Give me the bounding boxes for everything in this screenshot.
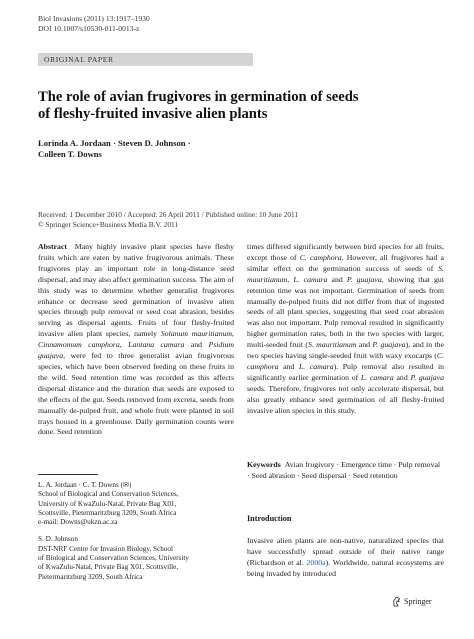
spacer	[38, 527, 234, 535]
abstract-text: . However, all frugivores had a similar effect on the germination success of seeds of	[247, 252, 444, 273]
authors-line-2: Colleen T. Downs	[38, 149, 102, 159]
email-line[interactable]: e-mail: Downs@ukzn.ac.za	[38, 518, 118, 527]
affiliation-line: University of KwaZulu-Natal, Private Bag X01,	[38, 499, 177, 508]
abstract-right-column	[247, 242, 444, 417]
affiliation-line: L. A. Jordaan · C. T. Downs (✉)	[38, 481, 132, 489]
affiliation-line: of Biological and Conservation Sciences, University	[38, 554, 189, 563]
species-name: C. camphora	[299, 252, 342, 262]
authors-line-1: Lorinda A. Jordaan · Steven D. Johnson ·	[38, 138, 191, 148]
keywords-text: Avian frugivory · Emergence time · Pulp removal · Seed abrasion · Seed dispersal · Seed retention	[247, 460, 441, 480]
text-separator: ,	[232, 329, 234, 339]
journal-citation: Biol Invasions (2011) 13:1917–1930	[38, 14, 150, 23]
abstract-label: Abstract	[38, 242, 68, 251]
intro-text: Invasive alien plants are non-native, naturalized species that have successfully spread outside of their native range (Richardson et al.	[247, 536, 444, 567]
abstract-text: Many highly invasive plant species have fleshy fruits which are eaten by native frugivorous animals. These frugivores play an important role in long-distance seed dispersal, and may also affect germination success. The aim of this study was to determine whether generalist frugivores enhance or decrease seed germination of invasive alien species through pulp removal or seed coat abrasion, besides serving as dispersal agents. Fruits of four fleshy-fruited invasive alien plant species, namely	[38, 242, 234, 339]
intro-text: ). Worldwide, natural ecosystems are being invaded by introduced	[247, 557, 444, 578]
affiliation-line: School of Biological and Conservation Sciences,	[38, 490, 179, 499]
species-name: Lantana camara	[128, 340, 185, 350]
keywords	[247, 460, 444, 482]
species-name: Psidium guajava	[38, 340, 235, 361]
abstract-text: ). Pulp removal also resulted in significantly earlier germination of	[247, 361, 445, 382]
author-list	[38, 138, 338, 160]
introduction-heading: Introduction	[247, 514, 292, 523]
copyright-line: © Springer Science+Business Media B.V. 2011	[38, 220, 179, 229]
species-name: P. guajava	[410, 372, 444, 382]
species-name: S. mauritianum	[247, 263, 444, 284]
springer-knight-icon	[392, 596, 401, 607]
affiliation-line: DST-NRF Centre for Invasion Biology, School	[38, 544, 174, 553]
abstract-text: ), and in the two species having single-seeded fruit with waxy exocarps (	[247, 340, 444, 361]
citation-link[interactable]: 2000a	[306, 557, 326, 567]
species-name: C. camphora	[247, 351, 444, 371]
affiliation-line: of KwaZulu-Natal, Private Bag X01, Scottsville,	[38, 563, 179, 572]
doi-line: DOI 10.1007/s10530-011-0013-z	[38, 24, 140, 33]
abstract-text: , showing that gut retention time was not important. Germination of seeds from manually de-pulped fruits did not differ from that of ingested seeds of all plant species, suggesting that seed coat abrasion was also not important. Pulp removal resulted in significantly higher germination rates, both in the two species with larger, multi-seeded fruit (	[247, 274, 444, 350]
footnote-rule	[38, 474, 98, 475]
text-separator: ,	[119, 340, 129, 350]
paper-title	[38, 89, 438, 123]
affiliations	[38, 481, 234, 582]
text-separator: and	[393, 372, 411, 382]
species-name: L. camara	[360, 372, 394, 382]
section-label: ORIGINAL PAPER	[38, 53, 253, 66]
abstract-text: , were fed to three generalist avian frugivorous species, which have been observed feeding on these fruits in the wild. Seed retention time was recorded as this affects dispersal distance and the duration that seeds are exposed to the effects of the gut. Seeds removed from excreta, seeds from manually de-pulped fruit, and whole fruit were planted in soil trays housed in a greenhouse. Daily germination counts were done. Seed retention	[38, 351, 234, 437]
species-name: L. camara	[298, 361, 334, 371]
species-name: Cinnamomum camphora	[38, 340, 120, 350]
species-name: P. guajava	[346, 274, 382, 284]
species-name: Solanum mauritianum	[160, 329, 233, 339]
text-separator: and	[184, 340, 209, 350]
journal-header	[38, 14, 150, 34]
text-separator: ,	[287, 274, 294, 284]
abstract-left-column	[38, 242, 234, 438]
affiliation-line: Scottsville, Pietermaritzburg 3209, South Africa	[38, 508, 177, 517]
abstract-text: times differed significantly between bird species for all fruits, except those of	[247, 242, 444, 262]
publisher-logo	[392, 596, 432, 607]
text-separator: and	[278, 361, 299, 371]
abstract-text: seeds. Therefore, frugivores not only accelerate dispersal, but also greatly enhance seed germination of all fleshy-fruited invasive alien species in this study.	[247, 383, 444, 415]
title-line-2: of fleshy-fruited invasive alien plants	[38, 106, 268, 122]
keywords-label: Keywords	[247, 460, 281, 469]
affiliation-line: Pietermaritzburg 3209, South Africa	[38, 572, 143, 581]
introduction-text	[247, 536, 444, 580]
dates-line: Received: 1 December 2010 / Accepted: 26 April 2011 / Published online: 10 June 2011	[38, 210, 299, 219]
affiliation-line: S. D. Johnson	[38, 535, 78, 544]
text-separator: and	[327, 274, 347, 284]
article-history	[38, 210, 438, 230]
title-line-1: The role of avian frugivores in germination of seeds	[38, 89, 359, 105]
species-name: P. guajava	[372, 340, 406, 350]
species-name: S. mauritianum	[307, 340, 357, 350]
text-separator: and	[356, 340, 373, 350]
publisher-name: Springer	[404, 597, 432, 606]
species-name: L. camara	[293, 274, 328, 284]
